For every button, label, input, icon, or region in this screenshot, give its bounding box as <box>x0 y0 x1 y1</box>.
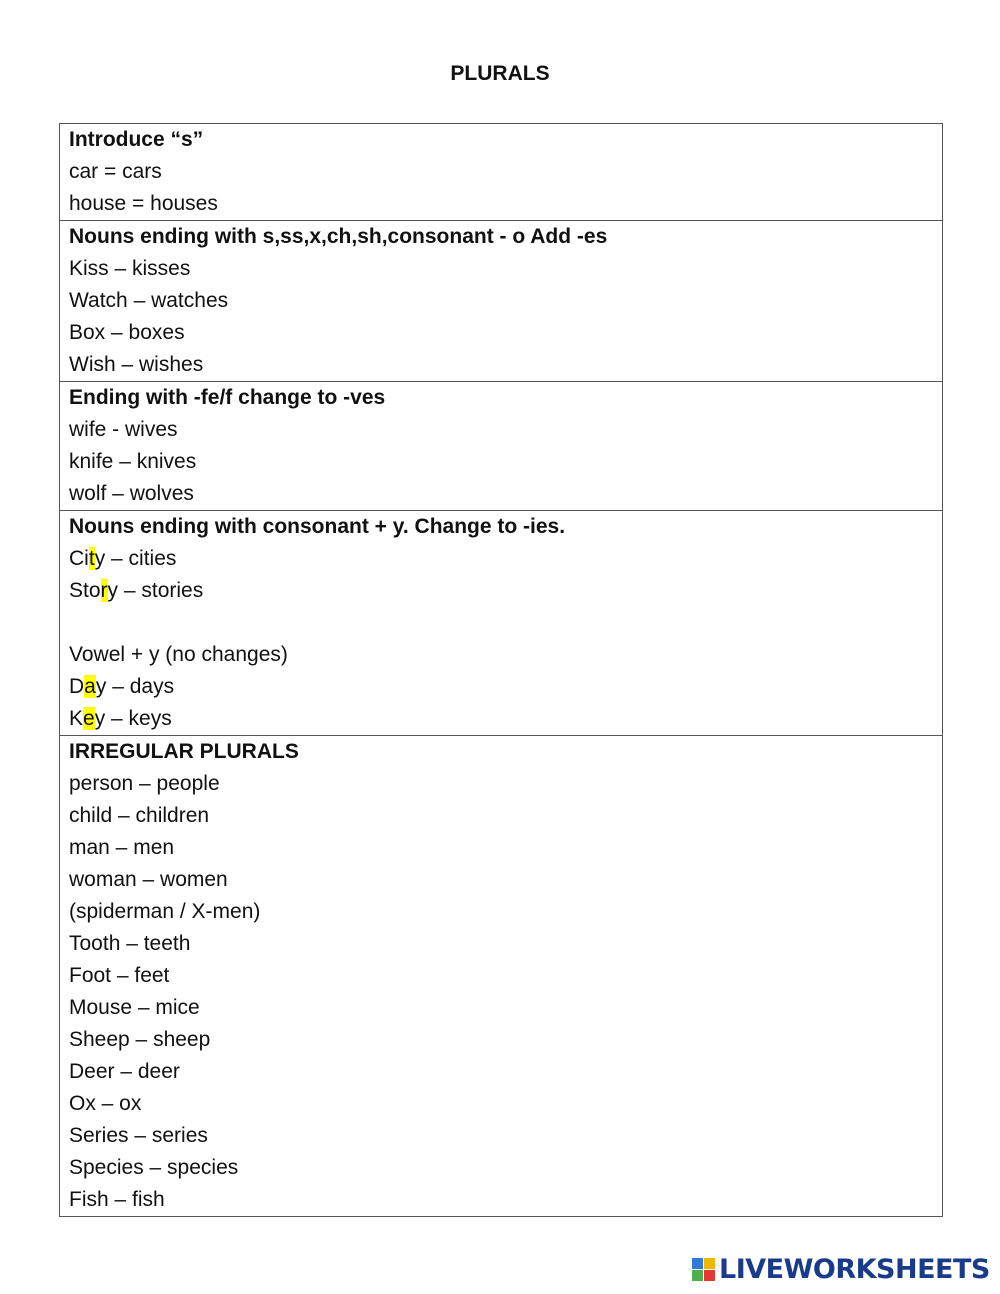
example-line: Species – species <box>69 1156 239 1179</box>
line-text: Sto <box>69 579 101 602</box>
section-heading: Ending with -fe/f change to -ves <box>69 386 386 409</box>
example-line: Deer – deer <box>69 1060 180 1083</box>
example-line: Foot – feet <box>69 964 170 987</box>
section <box>60 221 942 382</box>
example-line: Kiss – kisses <box>69 257 191 280</box>
example-line: Fish – fish <box>69 1188 165 1211</box>
plurals-table <box>59 123 943 1217</box>
line-text: D <box>69 675 85 698</box>
example-line: (spiderman / X-men) <box>69 900 261 923</box>
highlighted-letter: a <box>84 675 96 698</box>
example-line: Box – boxes <box>69 321 185 344</box>
page-title: PLURALS <box>450 62 550 85</box>
highlighted-letter: r <box>100 579 108 602</box>
line-text: y – stories <box>107 579 204 602</box>
example-line: wife - wives <box>69 418 178 441</box>
example-line: Vowel + y (no changes) <box>69 643 288 666</box>
logo-mark-square <box>692 1270 703 1281</box>
line-text: y – keys <box>94 707 172 730</box>
example-line: knife – knives <box>69 450 197 473</box>
highlighted-letter: t <box>88 547 95 570</box>
example-line: Ox – ox <box>69 1092 142 1115</box>
line-text: K <box>69 707 84 730</box>
example-line: car = cars <box>69 160 162 183</box>
example-line <box>69 543 934 575</box>
example-line: Tooth – teeth <box>69 932 191 955</box>
example-line: child – children <box>69 804 210 827</box>
example-line <box>69 575 934 607</box>
highlighted-letter: e <box>83 707 95 730</box>
logo-text: LIVEWORKSHEETS <box>719 1253 990 1285</box>
section-heading: Nouns ending with consonant + y. Change to -ies. <box>69 515 566 538</box>
example-line: woman – women <box>69 868 228 891</box>
example-line <box>69 671 934 703</box>
line-text: y – cities <box>94 547 177 570</box>
section-heading: Introduce “s” <box>69 128 204 151</box>
liveworksheets-logo <box>692 1254 990 1284</box>
line-text: Ci <box>69 547 89 570</box>
section <box>60 124 942 221</box>
example-line: man – men <box>69 836 175 859</box>
example-line: Series – series <box>69 1124 208 1147</box>
example-line: Watch – watches <box>69 289 229 312</box>
logo-mark-square <box>704 1270 715 1281</box>
section <box>60 511 942 736</box>
line-text: y – days <box>95 675 175 698</box>
example-line: house = houses <box>69 192 218 215</box>
example-line: Mouse – mice <box>69 996 200 1019</box>
logo-mark-square <box>704 1258 715 1269</box>
example-line <box>69 703 934 735</box>
liveworksheets-logo-icon <box>692 1258 715 1281</box>
example-line: person – people <box>69 772 220 795</box>
example-line: Sheep – sheep <box>69 1028 211 1051</box>
section <box>60 736 942 1217</box>
section-heading: IRREGULAR PLURALS <box>69 740 299 763</box>
example-line: Wish – wishes <box>69 353 204 376</box>
logo-mark-square <box>692 1258 703 1269</box>
example-line: wolf – wolves <box>69 482 194 505</box>
section-heading: Nouns ending with s,ss,x,ch,sh,consonant - o Add -es <box>69 225 608 248</box>
example-line <box>69 607 934 639</box>
section <box>60 382 942 511</box>
